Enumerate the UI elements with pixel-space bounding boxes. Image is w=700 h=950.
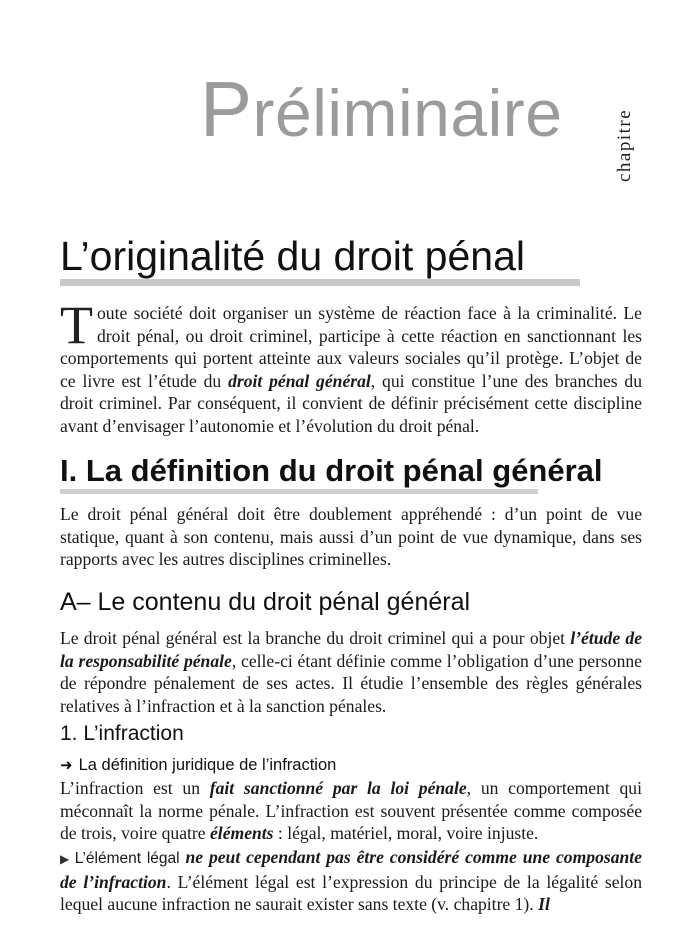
infraction-text-3: : légal, matériel, moral, voire injuste. [273,823,539,843]
title-underline [60,279,580,286]
intro-paragraph [60,295,642,437]
section-1-1-heading: 1. L’infraction [60,722,184,745]
chapter-label: chapitre [614,108,635,182]
intro-emphasis: droit pénal général [228,370,371,391]
element-legal-emphasis-2: Il [538,894,550,914]
section-1-heading: I. La définition du droit pénal général [60,453,603,488]
dropcap: T [60,295,93,355]
section-a-paragraph [60,627,642,717]
subheading [60,756,336,775]
infraction-emphasis-1: fait sanctionné par la loi pénale [209,778,467,798]
element-legal-text: . L’élément légal est l’expression du principe de la légalité selon lequel aucune infraction ne saurait exister sans texte (v. chapitre 1). [60,871,643,914]
infraction-paragraph [60,777,642,845]
section-1-text: Le droit pénal général doit être doublement appréhendé : d’un point de vue statique, quant à son contenu, mais aussi d’un point de vue dynamique, dans ses rapports avec les autres disciplines criminelles. [60,504,642,569]
infraction-emphasis-2: éléments [210,823,274,843]
section-a-text-2: , celle-ci étant définie comme l’obligation d’une personne de répondre pénalement de ses actes. Il étudie l’ensemble des règles générales relatives à l’infraction et à la sanction pénales. [60,650,642,716]
intro-text-1: oute société doit organiser un système de réaction face à la criminalité. Le droit pénal, ou droit criminel, participe à cette réaction en sanctionnant les comportements qui portent atteinte aux valeurs sociales qu’il protège. L’objet de ce livre est l’étude du [60,303,642,391]
section-a-text-1: Le droit pénal général est la branche du droit criminel qui a pour objet [60,628,571,648]
element-legal-lead: L’élément légal [74,850,180,867]
infraction-text-1: L’infraction est un [60,778,210,798]
section-a-emphasis: l’étude de la responsabilité pénale [60,628,643,671]
page-title: L’originalité du droit pénal [60,233,525,279]
infraction-text-2: , un comportement qui méconnaît la norme pénale. L’infraction est souvent présentée comme composée de trois, voire quatre [60,778,642,843]
section-1-paragraph [60,503,642,571]
chapter-title-rest: réliminaire [252,76,563,150]
subheading-text: La définition juridique de l’infraction [78,756,337,774]
triangle-marker-icon: ▶ [60,852,71,866]
element-legal-paragraph [60,846,642,916]
chapter-title [200,65,590,153]
section-1-underline [60,489,538,494]
element-legal-emphasis: ne peut cependant pas être considéré comme une composante de l’infraction [60,847,642,892]
intro-text-2: , qui constitue l’une des branches du droit criminel. Par conséquent, il convient de définir précisément cette discipline avant d’envisager l’autonomie et l’évolution du droit pénal. [60,370,642,436]
section-a-heading: A– Le contenu du droit pénal général [60,588,471,616]
arrow-icon: ➜ [60,757,73,774]
chapter-title-initial: P [200,65,253,153]
